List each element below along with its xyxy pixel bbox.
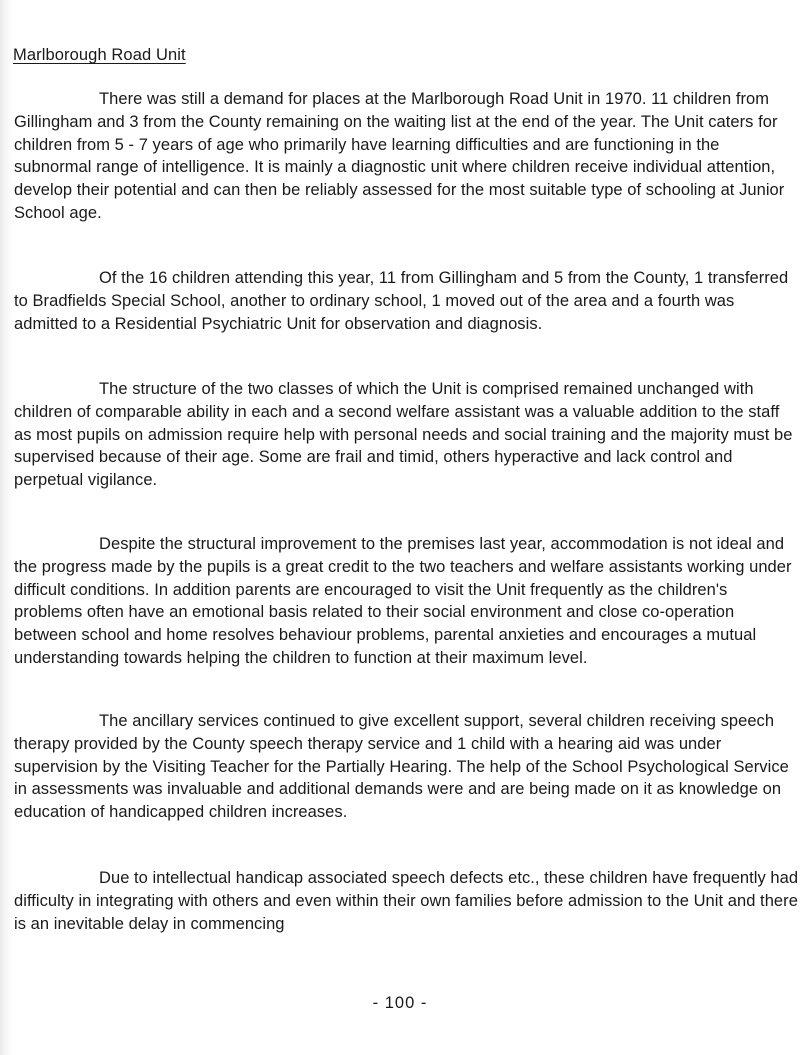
paragraph-class-structure: The structure of the two classes of which the Unit is comprised remained unchanged with children of comparable ability in each and a second welfare assistant was a valuable addition to the staff as most pupils on admission require help with personal needs and social training and the majority must be supervised because of their age. Some are frail and timid, others hyperactive and lack control and perpetual vigilance.: [14, 380, 793, 490]
paragraph-attendance: Of the 16 children attending this year, 11 from Gillingham and 5 from the County, 1 transferred to Bradfields Special School, another to ordinary school, 1 moved out of the area and a fourth was admitted to a Residential Psychiatric Unit for observation and diagnosis.: [14, 269, 789, 333]
paragraph-waiting-list: There was still a demand for places at the Marlborough Road Unit in 1970. 11 children from Gillingham and 3 from the County remaining on the waiting list at the end of the year. The Unit caters for children from 5 - 7 years of age who primarily have learning difficulties and are functioning in the subnormal range of intelligence. It is mainly a diagnostic unit where children receive individual attention, develop their potential and can then be reliably assessed for the most suitable type of schooling at Junior School age.: [14, 90, 785, 222]
paragraph-accommodation: Despite the structural improvement to the premises last year, accommodation is not ideal and the progress made by the pupils is a great credit to the two teachers and welfare assistants working under difficult conditions. In addition parents are encouraged to visit the Unit frequently as the children's problems often have an emotional basis related to their social environment and close co-operation between school and home resolves behaviour problems, parental anxieties and encourages a mutual understanding towards helping the children to function at their maximum level.: [14, 535, 792, 667]
section-heading: Marlborough Road Unit: [13, 46, 186, 64]
paragraph-speech-defects: Due to intellectual handicap associated speech defects etc., these children have frequently had difficulty in integrating with others and even within their own families before admission to the Unit and there is an inevitable delay in commencing: [14, 869, 799, 933]
paragraph-ancillary-services: The ancillary services continued to give excellent support, several children receiving speech therapy provided by the County speech therapy service and 1 child with a hearing aid was under supervision by the Visiting Teacher for the Partially Hearing. The help of the School Psychological Service in assessments was invaluable and additional demands were and are being made on it as knowledge on education of handicapped children increases.: [14, 712, 789, 822]
page-number: - 100 -: [372, 994, 428, 1012]
